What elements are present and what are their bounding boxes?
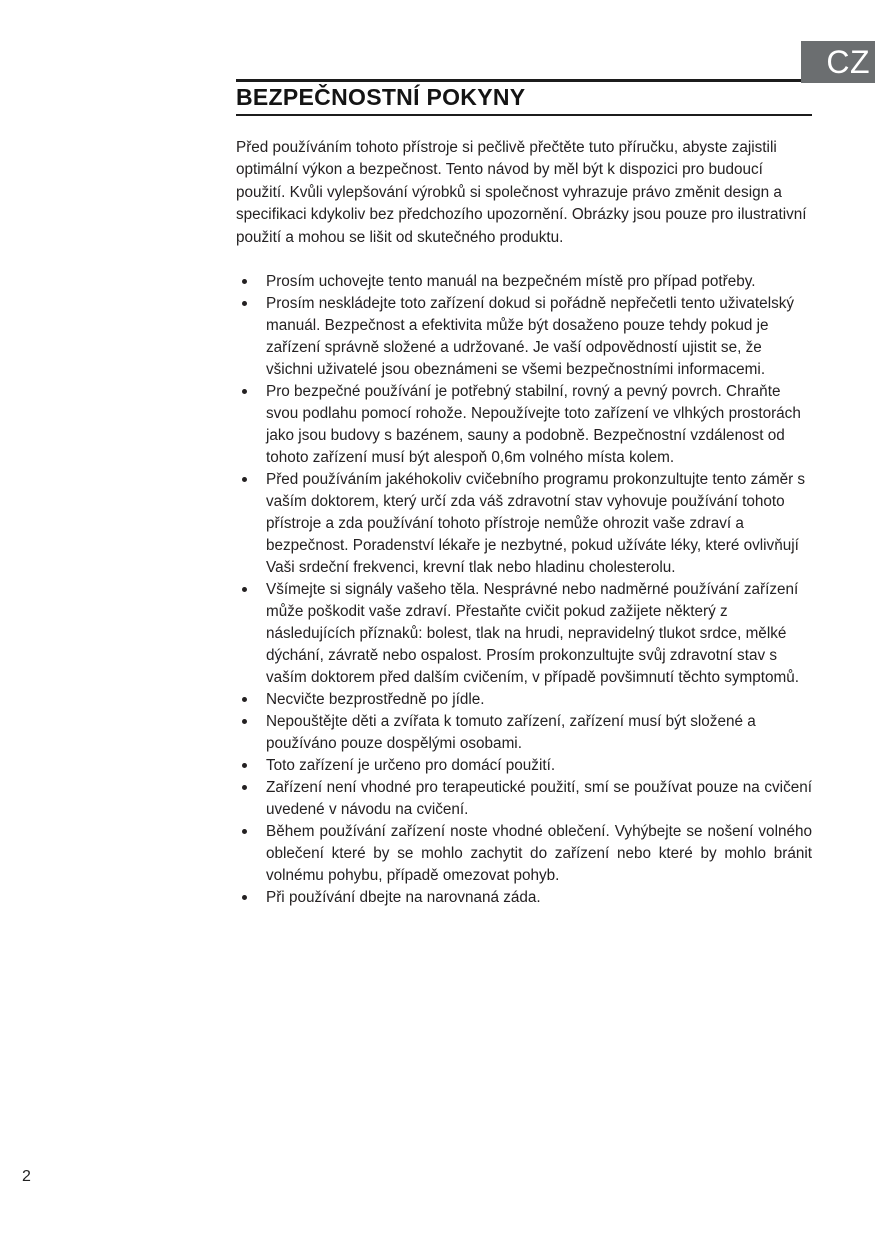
bullet-icon bbox=[242, 785, 247, 790]
list-item-text: Necvičte bezprostředně po jídle. bbox=[266, 691, 485, 709]
bullet-icon bbox=[242, 697, 247, 702]
bullet-icon bbox=[242, 829, 247, 834]
intro-paragraph: Před používáním tohoto přístroje si pečlivě přečtěte tuto příručku, abyste zajistili optimální výkon a bezpečnost. Tento návod by měl být k dispozici pro budoucí použití. Kvůli vylepšování výrobků si společnost vyhrazuje právo změnit design a specifikaci kdykoliv bez předchozího upozornění. Obrázky jsou pouze pro ilustrativní použití a mohou se lišit od skutečného produktu. bbox=[236, 139, 807, 246]
list-item-text: Zařízení není vhodné pro terapeutické použití, smí se používat pouze na cvičení uvedené v návodu na cvičení. bbox=[266, 779, 812, 819]
bullet-icon bbox=[242, 587, 247, 592]
list-item-text: Před používáním jakéhokoliv cvičebního programu prokonzultujte tento záměr s vaším doktorem, který určí zda váš zdravotní stav vyhovuje používání tohoto přístroje a zda používání tohoto přístroje nemůže ohrozit vaše zdraví a bezpečnost. Poradenství lékaře je nezbytné, pokud užíváte léky, které ovlivňují Vaši srdeční frekvenci, krevní tlak nebo hladinu cholesterolu. bbox=[266, 471, 806, 577]
bullet-icon bbox=[242, 895, 247, 900]
page-number: 2 bbox=[22, 1168, 31, 1185]
bullet-icon bbox=[242, 477, 247, 482]
title-underline-rule bbox=[236, 114, 812, 116]
safety-instructions-list bbox=[236, 271, 812, 909]
list-item-text: Toto zařízení je určeno pro domácí použití. bbox=[266, 757, 556, 775]
header-rule bbox=[236, 79, 801, 82]
bullet-icon bbox=[242, 763, 247, 768]
language-badge: CZ bbox=[801, 41, 875, 83]
bullet-icon bbox=[242, 301, 247, 306]
bullet-icon bbox=[242, 389, 247, 394]
list-item bbox=[236, 887, 812, 909]
list-item-text: Všímejte si signály vašeho těla. Nesprávné nebo nadměrné používání zařízení může poškodit vaše zdraví. Přestaňte cvičit pokud zažijete některý z následujících příznaků: bolest, tlak na hrudi, nepravidelný tlukot srdce, mělké dýchání, závratě nebo ospalost. Prosím prokonzultujte svůj zdravotní stav s vaším doktorem před dalším cvičením, v případě povšimnutí těchto symptomů. bbox=[266, 581, 800, 687]
list-item-text: Prosím neskládejte toto zařízení dokud si pořádně nepřečetli tento uživatelský manuál. Bezpečnost a efektivita může být dosaženo pouze tehdy pokud je zařízení správně složené a udržované. Je vaší odpovědností ujistit se, že všichni uživatelé jsou obeznámeni se všemi bezpečnostními informacemi. bbox=[266, 295, 795, 379]
bullet-icon bbox=[242, 719, 247, 724]
list-item bbox=[236, 689, 812, 711]
list-item bbox=[236, 381, 812, 469]
list-item bbox=[236, 777, 812, 821]
list-item-text: Během používání zařízení noste vhodné oblečení. Vyhýbejte se nošení volného oblečení které by se mohlo zachytit do zařízení nebo které by mohlo bránit volnému pohybu, případě omezovat pohyb. bbox=[266, 823, 812, 885]
list-item bbox=[236, 293, 812, 381]
page-title: BEZPEČNOSTNÍ POKYNY bbox=[236, 84, 526, 110]
content-area bbox=[236, 85, 812, 909]
list-item bbox=[236, 271, 812, 293]
list-item-text: Prosím uchovejte tento manuál na bezpečném místě pro případ potřeby. bbox=[266, 273, 756, 291]
bullet-icon bbox=[242, 279, 247, 284]
list-item-text: Při používání dbejte na narovnaná záda. bbox=[266, 889, 541, 907]
list-item-text: Nepouštějte děti a zvířata k tomuto zařízení, zařízení musí být složené a používáno pouze dospělými osobami. bbox=[266, 713, 756, 753]
list-item bbox=[236, 469, 812, 579]
list-item bbox=[236, 711, 812, 755]
list-item bbox=[236, 821, 812, 887]
list-item bbox=[236, 755, 812, 777]
list-item bbox=[236, 579, 812, 689]
list-item-text: Pro bezpečné používání je potřebný stabilní, rovný a pevný povrch. Chraňte svou podlahu pomocí rohože. Nepoužívejte toto zařízení ve vlhkých prostorách jako jsou budovy s bazénem, sauny a podobně. Bezpečnostní vzdálenost od tohoto zařízení musí být alespoň 0,6m volného místa kolem. bbox=[266, 383, 801, 467]
